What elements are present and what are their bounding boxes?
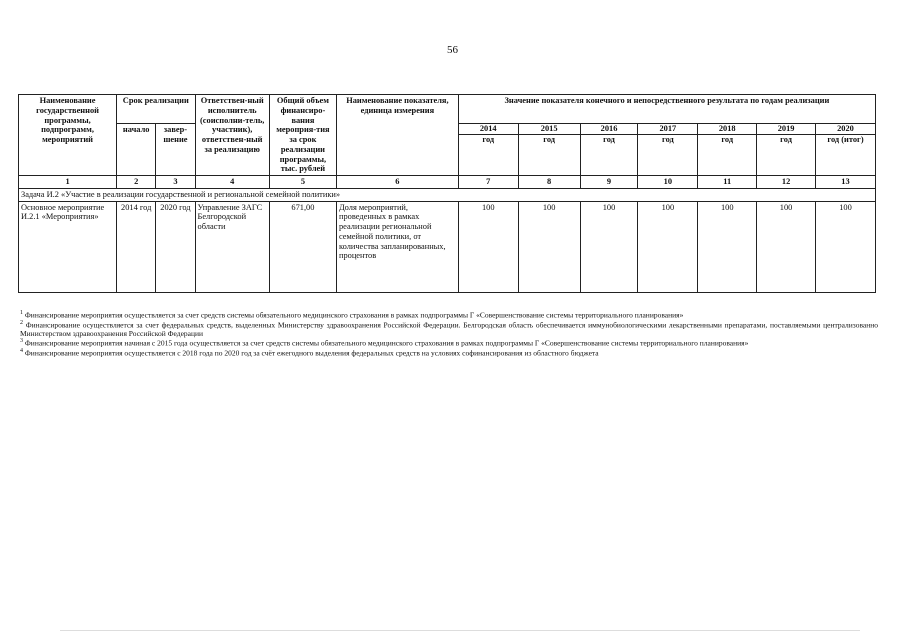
footnote-mark: 1: [20, 310, 23, 316]
footnote-mark: 2: [20, 319, 23, 326]
header-year-cell: [757, 124, 816, 176]
footnote-text: Финансирование мероприятия осуществляется с 2018 года по 2020 год за счёт ежегодного выделения федеральных средств на условиях софинансирования из областного бюджета: [24, 348, 599, 358]
indicator-value: 100: [458, 201, 518, 292]
column-number: 8: [518, 176, 580, 189]
indicator-value: 100: [698, 201, 757, 292]
footnotes: [20, 310, 878, 358]
year-label: 2016: [581, 124, 638, 135]
footnote-text: Финансирование мероприятия осуществляется за счет средств системы обязательного медицинского страхования в рамках подпрограммы Г «Совершенствование системы территориального планирования»: [24, 310, 684, 320]
header-funding: Общий объем финансиро-вания мероприя-тия за срок реализации программы, тыс. рублей: [269, 95, 336, 176]
year-unit: год: [543, 135, 556, 145]
footnote: [20, 320, 878, 339]
header-year-cell: [815, 124, 875, 176]
year-unit: год: [482, 135, 495, 145]
indicator-value: 100: [580, 201, 638, 292]
header-year-cell: [638, 124, 698, 176]
indicator-name: Доля мероприятий, проведенных в рамках реализации региональной семейной политики, от количества запланированных, процентов: [336, 201, 458, 292]
year-label: 2020: [816, 124, 875, 135]
indicator-value: 100: [757, 201, 816, 292]
column-number: 13: [815, 176, 875, 189]
column-number: 12: [757, 176, 816, 189]
indicator-table: [18, 94, 876, 293]
year-label: 2014: [459, 124, 518, 135]
page-edge-line: [60, 630, 860, 631]
header-year-cell: [518, 124, 580, 176]
page-number: 56: [447, 44, 458, 56]
column-number-row: [19, 176, 876, 189]
indicator-value: 100: [638, 201, 698, 292]
indicator-value: 100: [815, 201, 875, 292]
column-number: 4: [195, 176, 269, 189]
column-number: 10: [638, 176, 698, 189]
header-year-cell: [458, 124, 518, 176]
column-number: 7: [458, 176, 518, 189]
measure-name: Основное мероприятие И.2.1 «Мероприятия»: [19, 201, 117, 292]
footnote-text: Финансирование мероприятия начиная с 2015 года осуществляется за счет средств системы обязательного медицинского страхования в рамках подпрограммы Г «Совершенствование системы территориального планирования»: [24, 338, 749, 348]
header-year-cell: [698, 124, 757, 176]
footnote: [20, 348, 878, 358]
year-label: 2017: [638, 124, 697, 135]
indicator-value: 100: [518, 201, 580, 292]
funding-amount: 671,00: [269, 201, 336, 292]
task-title: Задача И.2 «Участие в реализации государственной и региональной семейной политики»: [19, 188, 876, 201]
year-unit: год: [661, 135, 674, 145]
footnote: [20, 310, 878, 320]
year-unit: год: [603, 135, 615, 145]
header-executor: Ответствен-ный исполнитель (соисполни-тель, участник), ответствен-ный за реализацию: [195, 95, 269, 176]
year-unit: год: [721, 135, 734, 145]
header-end: завер-шение: [156, 124, 195, 176]
column-number: 5: [269, 176, 336, 189]
task-row: [19, 188, 876, 201]
year-unit: год (итог): [827, 135, 864, 145]
column-number: 6: [336, 176, 458, 189]
header-start: начало: [117, 124, 156, 176]
table-row: [19, 201, 876, 292]
header-values: Значение показателя конечного и непосредственного результата по годам реализации: [458, 95, 875, 124]
year-label: 2018: [698, 124, 756, 135]
column-number: 9: [580, 176, 638, 189]
column-number: 2: [117, 176, 156, 189]
header-period: Срок реализации: [117, 95, 195, 124]
header-indicator: Наименование показателя, единица измерения: [336, 95, 458, 176]
year-unit: год: [780, 135, 792, 145]
start-year: 2014 год: [117, 201, 156, 292]
end-year: 2020 год: [156, 201, 195, 292]
header-year-cell: [580, 124, 638, 176]
executor: Управление ЗАГС Белгородской области: [195, 201, 269, 292]
column-number: 11: [698, 176, 757, 189]
footnote-mark: 4: [20, 348, 23, 355]
year-label: 2015: [519, 124, 580, 135]
year-label: 2019: [757, 124, 815, 135]
footnote: [20, 338, 878, 348]
footnote-mark: 3: [20, 338, 23, 345]
footnote-text: Финансирование осуществляется за счет федеральных средств, выделенных Министерству здравоохранения Российской Федерации. Белгородская область обеспечивается иммунобиологическими лекарственными препаратами, поставляемыми централизованно Министерством здравоохранения Российской Федерации: [20, 320, 878, 339]
column-number: 1: [19, 176, 117, 189]
column-number: 3: [156, 176, 195, 189]
header-program-name: Наименование государственной программы, подпрограмм, мероприятий: [19, 95, 117, 176]
